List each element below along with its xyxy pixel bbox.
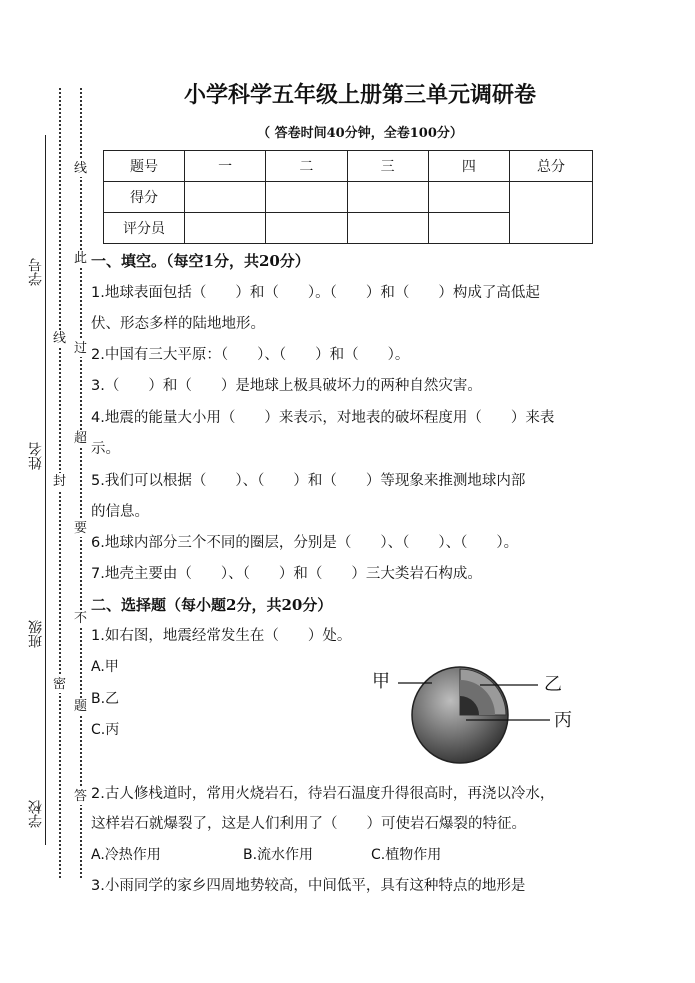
grader-cell[interactable]	[266, 213, 347, 244]
section1-heading: 一、填空。（每空1分，共20分）	[91, 252, 310, 270]
seal-char-line: 线	[53, 331, 67, 346]
field-student-id: 学号	[28, 258, 44, 286]
seal-char-secret: 密	[53, 677, 67, 692]
score-cell[interactable]	[347, 182, 428, 213]
score-cell[interactable]	[266, 182, 347, 213]
warn-char-6: 不	[74, 611, 88, 626]
fill-line: 6.地球内部分三个不同的圈层，分别是（ ）、（ ）、（ ）。	[91, 535, 519, 551]
margin-dotted-line-inner	[80, 88, 82, 878]
fill-line: 的信息。	[91, 504, 149, 520]
total-score-cell[interactable]	[510, 182, 593, 244]
warn-char-3: 过	[74, 341, 88, 356]
row-label-grader: 评分员	[104, 213, 185, 244]
section2-heading: 二、选择题（每小题2分，共20分）	[91, 596, 333, 614]
margin-solid-line	[45, 135, 46, 845]
score-cell[interactable]	[185, 182, 266, 213]
label-yi: 乙	[544, 674, 562, 695]
header-cell: 二	[266, 151, 347, 182]
score-row	[104, 182, 593, 213]
fill-line: 伏、形态多样的陆地地形。	[91, 316, 265, 332]
q1-option-a[interactable]: A.甲	[91, 659, 119, 675]
page-title: 小学科学五年级上册第三单元调研卷	[183, 82, 536, 108]
warn-char-4: 超	[74, 431, 88, 446]
score-cell[interactable]	[428, 182, 509, 213]
warn-char-7: 题	[74, 699, 88, 714]
fill-line: 2.中国有三大平原：（ ）、（ ）和（ ）。	[91, 347, 410, 363]
field-class: 班级	[28, 620, 44, 648]
row-label-score: 得分	[104, 182, 185, 213]
seal-char-seal: 封	[53, 474, 67, 489]
earth-structure-figure	[360, 660, 580, 770]
warn-char-5: 要	[74, 521, 88, 536]
header-cell: 总分	[510, 151, 593, 182]
q1-stem: 1.如右图，地震经常发生在（ ）处。	[91, 628, 352, 644]
warn-char-8: 答	[74, 789, 88, 804]
header-cell: 题号	[104, 151, 185, 182]
fill-line: 1.地球表面包括（ ）和（ ）。（ ）和（ ）构成了高低起	[91, 285, 540, 301]
score-table-header-row	[104, 151, 593, 182]
page-subtitle: （ 答卷时间40分钟，全卷100分）	[257, 126, 463, 141]
grader-cell[interactable]	[185, 213, 266, 244]
q2-option-a[interactable]: A.冷热作用	[91, 847, 161, 863]
header-cell: 四	[428, 151, 509, 182]
warn-char-2: 此	[74, 251, 88, 266]
field-name: 姓名	[28, 442, 44, 470]
fill-line: 4.地震的能量大小用（ ）来表示，对地表的破坏程度用（ ）来表	[91, 410, 555, 426]
fill-line: 7.地壳主要由（ ）、（ ）和（ ）三大类岩石构成。	[91, 566, 482, 582]
fill-line: 5.我们可以根据（ ）、（ ）和（ ）等现象来推测地球内部	[91, 473, 526, 489]
field-school: 学校	[28, 800, 44, 828]
q1-option-b[interactable]: B.乙	[91, 691, 120, 707]
header-cell: 一	[185, 151, 266, 182]
q3-stem-line1: 3.小雨同学的家乡四周地势较高，中间低平，具有这种特点的地形是	[91, 878, 526, 894]
q2-stem-line2: 这样岩石就爆裂了，这是人们利用了（ ）可使岩石爆裂的特征。	[91, 816, 526, 832]
label-bing: 丙	[554, 710, 572, 731]
fill-line: 示。	[91, 441, 120, 457]
score-table	[103, 150, 593, 244]
q2-option-c[interactable]: C.植物作用	[371, 847, 442, 863]
q1-option-c[interactable]: C.丙	[91, 722, 120, 738]
grader-cell[interactable]	[428, 213, 509, 244]
q2-option-b[interactable]: B.流水作用	[243, 847, 314, 863]
header-cell: 三	[347, 151, 428, 182]
q2-stem-line1: 2.古人修栈道时，常用火烧岩石，待岩石温度升得很高时，再浇以冷水，	[91, 786, 555, 802]
grader-cell[interactable]	[347, 213, 428, 244]
fill-line: 3.（ ）和（ ）是地球上极具破坏力的两种自然灾害。	[91, 378, 482, 394]
warn-char-1: 线	[74, 161, 88, 176]
label-jia: 甲	[372, 671, 390, 692]
